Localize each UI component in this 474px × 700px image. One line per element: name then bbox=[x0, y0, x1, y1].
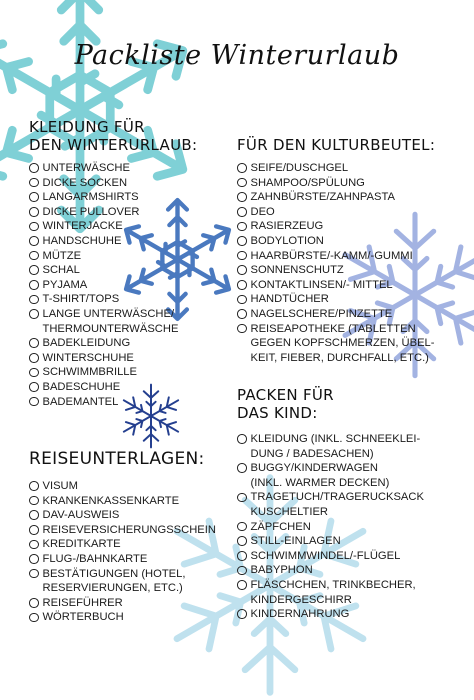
checklist-item-label bbox=[43, 263, 80, 278]
checklist-item bbox=[29, 336, 178, 351]
checklist-item bbox=[237, 234, 435, 249]
checkbox-circle[interactable] bbox=[29, 525, 39, 535]
checklist-item-line: KUSCHELTIER bbox=[250, 505, 328, 518]
checklist-item bbox=[29, 161, 178, 176]
checklist-kulturbeutel bbox=[237, 161, 435, 365]
checklist-item-line: KRANKENKASSENKARTE bbox=[42, 494, 180, 507]
checklist-item bbox=[237, 578, 424, 607]
checkbox-circle[interactable] bbox=[29, 265, 39, 275]
checklist-item bbox=[29, 351, 178, 366]
checklist-item-line: KINDERNAHRUNG bbox=[250, 608, 350, 621]
checkbox-circle[interactable] bbox=[29, 163, 39, 173]
checkbox-circle[interactable] bbox=[29, 207, 39, 217]
checkbox-circle[interactable] bbox=[29, 540, 39, 550]
checklist-item-line: BODYLOTION bbox=[250, 234, 324, 247]
checklist-item-label bbox=[43, 292, 120, 307]
checklist-item bbox=[29, 537, 216, 552]
checklist-item-label bbox=[43, 307, 179, 336]
checkbox-circle[interactable] bbox=[29, 309, 39, 319]
checklist-item-line: GEGEN KOPFSCHMERZEN, ÜBEL- bbox=[250, 337, 435, 350]
checklist-item-line: SCHWIMMWINDEL/-FLÜGEL bbox=[250, 549, 401, 562]
checkbox-circle[interactable] bbox=[237, 609, 247, 619]
checklist-item bbox=[237, 190, 435, 205]
checklist-item-line: SEIFE/DUSCHGEL bbox=[250, 162, 349, 174]
checklist-item bbox=[29, 395, 178, 410]
checklist-item-label bbox=[251, 292, 329, 307]
checklist-item-label bbox=[43, 249, 82, 264]
checklist-item-label bbox=[43, 190, 139, 205]
checklist-item bbox=[237, 322, 435, 366]
checklist-item-line: WINTERSCHUHE bbox=[42, 351, 134, 364]
checklist-item-line: VISUM bbox=[42, 480, 78, 492]
checklist-item-line: REISEAPOTHEKE (TABLETTEN bbox=[250, 322, 416, 335]
section-heading-kind bbox=[237, 386, 334, 422]
checklist-item-label bbox=[251, 563, 313, 578]
checklist-item-line: FLUG-/BAHNKARTE bbox=[42, 552, 148, 565]
checklist-item-label bbox=[43, 205, 140, 220]
checklist-item-label bbox=[43, 219, 123, 234]
checklist-item-label bbox=[43, 523, 216, 538]
checklist-item-label bbox=[43, 278, 88, 293]
checklist-item-label bbox=[43, 552, 148, 567]
checklist-item-line: DEO bbox=[250, 205, 275, 218]
checklist-item-label bbox=[43, 479, 78, 494]
checklist-item-label bbox=[251, 263, 344, 278]
checklist-item bbox=[29, 365, 178, 380]
checklist-item-line: WÖRTERBUCH bbox=[42, 611, 124, 624]
checklist-item-label bbox=[251, 278, 393, 293]
checklist-item-line: SHAMPOO/SPÜLUNG bbox=[250, 176, 365, 189]
checkbox-circle[interactable] bbox=[237, 522, 247, 532]
checklist-item-label bbox=[251, 534, 341, 549]
checklist-item bbox=[29, 219, 178, 234]
checklist-item-line: ZAHNBÜRSTE/ZAHNPASTA bbox=[250, 191, 395, 204]
checkbox-circle[interactable] bbox=[237, 566, 247, 576]
checklist-item bbox=[237, 161, 435, 176]
checkbox-circle[interactable] bbox=[29, 496, 39, 506]
checklist-item-label bbox=[251, 161, 349, 176]
section-heading-kulturbeutel bbox=[237, 136, 435, 154]
checklist-item-line: REISEFÜHRER bbox=[42, 596, 123, 609]
checklist-item bbox=[29, 479, 216, 494]
checklist-item-line: BUGGY/KINDERWAGEN bbox=[250, 462, 378, 475]
page-title: Packliste Winterurlaub bbox=[74, 40, 400, 71]
checklist-item bbox=[29, 567, 216, 596]
checkbox-circle[interactable] bbox=[29, 554, 39, 564]
checkbox-circle[interactable] bbox=[237, 324, 247, 334]
checklist-item-label bbox=[43, 537, 121, 552]
checklist-item bbox=[237, 563, 424, 578]
checkbox-circle[interactable] bbox=[29, 481, 39, 491]
checklist-item bbox=[237, 249, 435, 264]
checklist-item-line: PYJAMA bbox=[42, 278, 88, 291]
checklist-item bbox=[237, 219, 435, 234]
checklist-item bbox=[237, 490, 424, 519]
checklist-item bbox=[237, 307, 435, 322]
checklist-item bbox=[29, 596, 216, 611]
checkbox-circle[interactable] bbox=[29, 338, 39, 348]
checklist-item-label bbox=[251, 307, 393, 322]
checklist-item-line: KLEIDUNG (INKL. SCHNEEKLEI- bbox=[250, 433, 421, 445]
checklist-item-label bbox=[251, 322, 435, 366]
checkbox-circle[interactable] bbox=[237, 222, 247, 232]
checklist-item-line: BADEKLEIDUNG bbox=[42, 337, 131, 350]
checklist-item bbox=[29, 205, 178, 220]
checklist-item bbox=[29, 523, 216, 538]
checkbox-circle[interactable] bbox=[237, 280, 247, 290]
checklist-item-label bbox=[251, 176, 365, 191]
checklist-item-label bbox=[43, 380, 121, 395]
checklist-item-label bbox=[43, 494, 180, 509]
checklist-reiseunterlagen bbox=[29, 479, 216, 625]
checklist-item bbox=[29, 307, 178, 336]
checklist-item bbox=[237, 534, 424, 549]
checklist-item-line: DICKE PULLOVER bbox=[42, 205, 140, 218]
checklist-item-line: BESTÄTIGUNGEN (HOTEL, bbox=[42, 567, 186, 580]
checklist-item-line: KREDITKARTE bbox=[42, 538, 121, 551]
heading-line: FÜR DEN KULTURBEUTEL: bbox=[237, 136, 436, 154]
checklist-item bbox=[29, 494, 216, 509]
checklist-item-line: SCHWIMMBRILLE bbox=[42, 366, 137, 379]
checklist-item-line: HAARBÜRSTE/-KAMM/-GUMMI bbox=[250, 249, 413, 262]
checklist-item-line: RESERVIERUNGEN, ETC.) bbox=[42, 582, 183, 595]
checklist-item-label bbox=[251, 549, 401, 564]
checklist-item-line: LANGARMSHIRTS bbox=[42, 191, 139, 204]
checklist-item-label bbox=[43, 336, 131, 351]
checkbox-circle[interactable] bbox=[237, 163, 247, 173]
checkbox-circle[interactable] bbox=[29, 236, 39, 246]
checklist-item-line: KINDERGESCHIRR bbox=[250, 593, 352, 606]
checklist-item-label bbox=[43, 567, 186, 596]
heading-line: REISEUNTERLAGEN: bbox=[29, 449, 205, 469]
checklist-kleidung bbox=[29, 161, 178, 409]
checklist-item-line: (INKL. WARMER DECKEN) bbox=[250, 476, 390, 489]
checklist-item-line: ZÄPFCHEN bbox=[250, 520, 311, 533]
checklist-item bbox=[29, 292, 178, 307]
checklist-item bbox=[237, 520, 424, 535]
checklist-item-label bbox=[251, 461, 390, 490]
checkbox-circle[interactable] bbox=[237, 493, 247, 503]
checklist-item-line: TRAGETUCH/TRAGERUCKSACK bbox=[250, 491, 424, 504]
checklist-item-label bbox=[251, 205, 275, 220]
checklist-item-line: BADEMANTEL bbox=[42, 395, 119, 408]
checklist-item-line: HANDSCHUHE bbox=[42, 234, 122, 247]
checklist-item bbox=[237, 607, 424, 622]
checkbox-circle[interactable] bbox=[29, 192, 39, 202]
checklist-item-label bbox=[251, 520, 311, 535]
checklist-item-label bbox=[251, 432, 421, 461]
checkbox-circle[interactable] bbox=[237, 580, 247, 590]
checklist-item-line: KONTAKTLINSEN/- MITTEL bbox=[250, 278, 393, 291]
checklist-item bbox=[237, 278, 435, 293]
checklist-item bbox=[29, 610, 216, 625]
heading-line: PACKEN FÜR bbox=[237, 386, 334, 404]
checkbox-circle[interactable] bbox=[29, 353, 39, 363]
checklist-item-line: HANDTÜCHER bbox=[250, 293, 329, 306]
checklist-item-line: DUNG / BADESACHEN) bbox=[250, 447, 374, 460]
checklist-item-label bbox=[251, 490, 424, 519]
checklist-item-line: LANGE UNTERWÄSCHE/ bbox=[42, 307, 175, 320]
checklist-item bbox=[29, 278, 178, 293]
checklist-item-label bbox=[43, 351, 134, 366]
checklist-item-line: BADESCHUHE bbox=[42, 380, 121, 393]
checkbox-circle[interactable] bbox=[237, 265, 247, 275]
checkbox-circle[interactable] bbox=[237, 536, 247, 546]
checkbox-circle[interactable] bbox=[29, 382, 39, 392]
checklist-item bbox=[237, 549, 424, 564]
checklist-item-line: BABYPHON bbox=[250, 564, 313, 577]
checkbox-circle[interactable] bbox=[237, 207, 247, 217]
checklist-item-line: SCHAL bbox=[42, 264, 80, 277]
checklist-item-line: SONNENSCHUTZ bbox=[250, 264, 344, 277]
checkbox-circle[interactable] bbox=[29, 368, 39, 378]
checklist-item-label bbox=[43, 596, 123, 611]
checkbox-circle[interactable] bbox=[29, 295, 39, 305]
checklist-item-line: WINTERJACKE bbox=[42, 220, 123, 233]
checklist-item-line: NAGELSCHERE/PINZETTE bbox=[250, 307, 393, 320]
checklist-item bbox=[29, 234, 178, 249]
checklist-item-line: DAV-AUSWEIS bbox=[42, 509, 120, 522]
checklist-item-line: RASIERZEUG bbox=[250, 220, 324, 233]
checklist-kind bbox=[237, 432, 424, 622]
checkbox-circle[interactable] bbox=[237, 251, 247, 261]
checkbox-circle[interactable] bbox=[237, 434, 247, 444]
checkbox-circle[interactable] bbox=[237, 463, 247, 473]
checklist-item-label bbox=[43, 176, 128, 191]
heading-line: KLEIDUNG FÜR bbox=[29, 118, 145, 136]
heading-line: DEN WINTERURLAUB: bbox=[29, 136, 198, 154]
checklist-item-line: THERMOUNTERWÄSCHE bbox=[42, 322, 179, 335]
checklist-item-line: MÜTZE bbox=[42, 249, 82, 262]
checkbox-circle[interactable] bbox=[237, 309, 247, 319]
checklist-item bbox=[237, 205, 435, 220]
checklist-item-line: FLÄSCHCHEN, TRINKBECHER, bbox=[250, 578, 416, 591]
heading-line: DAS KIND: bbox=[237, 404, 318, 422]
checklist-item bbox=[29, 263, 178, 278]
checklist-item bbox=[237, 176, 435, 191]
checklist-item-label bbox=[251, 607, 350, 622]
checklist-item bbox=[237, 461, 424, 490]
checkbox-circle[interactable] bbox=[29, 397, 39, 407]
checklist-item-label bbox=[251, 219, 324, 234]
checkbox-circle[interactable] bbox=[29, 251, 39, 261]
checklist-item bbox=[237, 292, 435, 307]
checkbox-circle[interactable] bbox=[29, 510, 39, 520]
checklist-item-label bbox=[43, 610, 124, 625]
checkbox-circle[interactable] bbox=[29, 280, 39, 290]
checkbox-circle[interactable] bbox=[29, 569, 39, 579]
checklist-item bbox=[237, 432, 424, 461]
checkbox-circle[interactable] bbox=[29, 598, 39, 608]
checklist-item-label bbox=[43, 365, 137, 380]
checklist-item-label bbox=[251, 234, 324, 249]
checklist-item bbox=[29, 380, 178, 395]
checklist-item-line: T-SHIRT/TOPS bbox=[42, 293, 120, 306]
checklist-item-label bbox=[43, 234, 122, 249]
checklist-item bbox=[237, 263, 435, 278]
section-heading-reiseunterlagen bbox=[29, 450, 205, 468]
checklist-item bbox=[29, 176, 178, 191]
checklist-item-label bbox=[251, 249, 413, 264]
checklist-item-line: STILL-EINLAGEN bbox=[250, 535, 341, 548]
section-heading-kleidung bbox=[29, 118, 197, 154]
checkbox-circle[interactable] bbox=[29, 178, 39, 188]
checklist-item-label bbox=[43, 508, 120, 523]
checklist-item bbox=[29, 249, 178, 264]
checklist-item-line: DICKE SOCKEN bbox=[42, 176, 128, 189]
checklist-item-label bbox=[43, 161, 130, 176]
checkbox-circle[interactable] bbox=[237, 178, 247, 188]
checkbox-circle[interactable] bbox=[29, 613, 39, 623]
checklist-item-label bbox=[251, 578, 416, 607]
checklist-item-line: KEIT, FIEBER, DURCHFALL, ETC.) bbox=[250, 351, 429, 364]
checklist-item-line: UNTERWÄSCHE bbox=[42, 162, 130, 174]
checkbox-circle[interactable] bbox=[237, 295, 247, 305]
checklist-item-line: REISEVERSICHERUNGSSCHEIN bbox=[42, 523, 216, 536]
checklist-item bbox=[29, 552, 216, 567]
checklist-item bbox=[29, 508, 216, 523]
checkbox-circle[interactable] bbox=[237, 192, 247, 202]
checkbox-circle[interactable] bbox=[29, 222, 39, 232]
checklist-item-label bbox=[43, 395, 119, 410]
checkbox-circle[interactable] bbox=[237, 236, 247, 246]
checklist-item-label bbox=[251, 190, 395, 205]
checklist-item bbox=[29, 190, 178, 205]
checkbox-circle[interactable] bbox=[237, 551, 247, 561]
